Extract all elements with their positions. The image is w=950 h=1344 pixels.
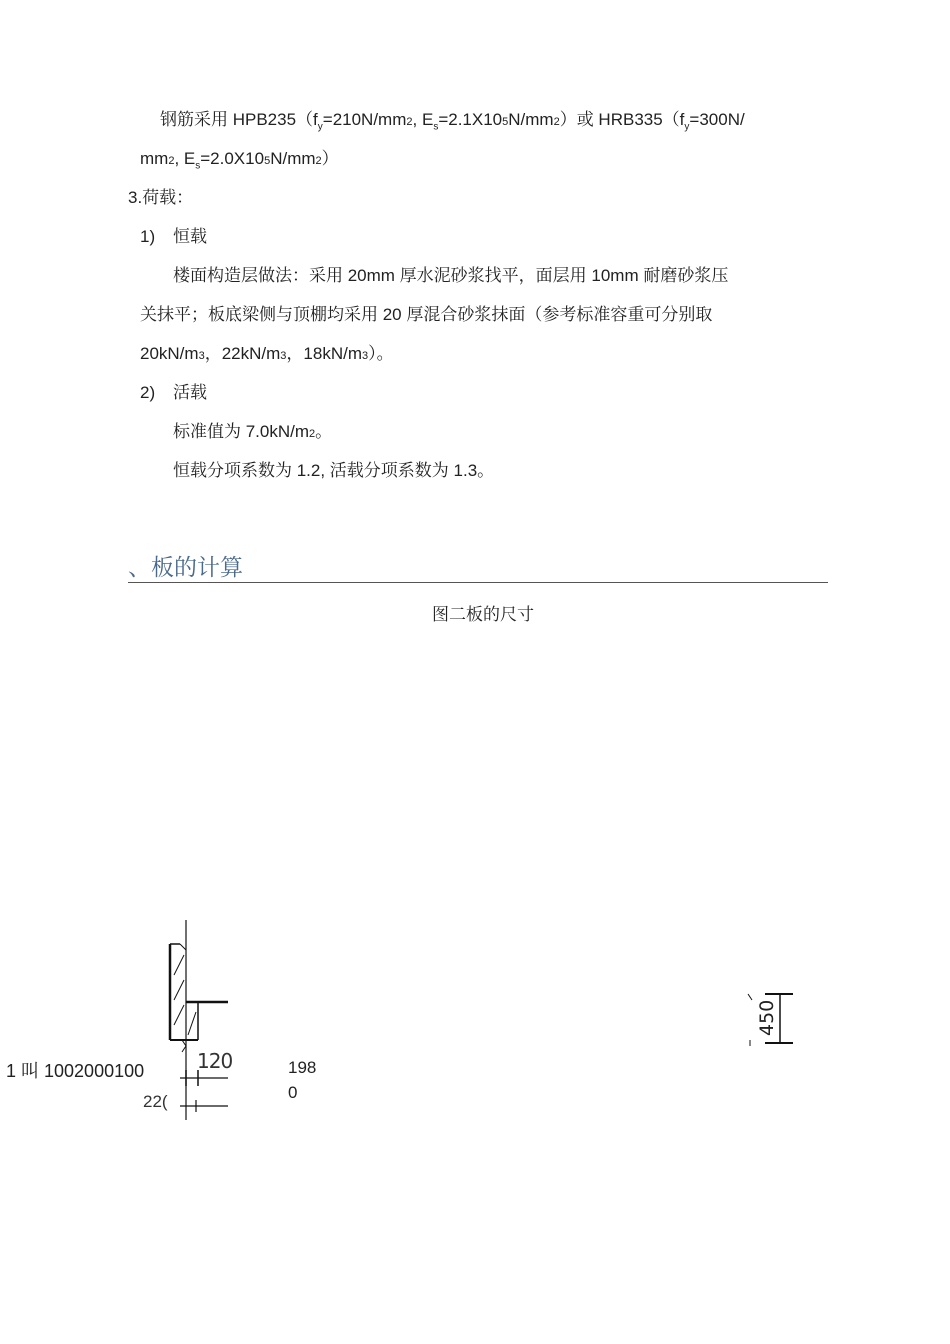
live-load-standard (173, 420, 332, 446)
steel-text: , E (174, 149, 196, 168)
dimension-label-1980 (288, 1056, 316, 1080)
drawing-label-left (6, 1059, 144, 1083)
steel-text: N/mm (270, 149, 316, 168)
paragraph-text: 标准值为 7.0kN/m (173, 422, 310, 441)
steel-text: mm (140, 149, 169, 168)
sub-y: y (317, 121, 323, 133)
steel-text: =2.0X10 (200, 149, 265, 168)
paragraph-text: ）。 (368, 344, 394, 363)
section-heading-text: 、板的计算 (128, 554, 243, 580)
list-number: 1) (140, 227, 156, 246)
dead-load-label-text: 恒载 (173, 227, 207, 246)
steel-text: =2.1X10 (438, 110, 503, 129)
paragraph-text: 关抹平；板底梁侧与顶棚均采用 20 厚混合砂浆抹面（参考标准容重可分别取 (140, 305, 713, 324)
figure-caption (432, 603, 534, 627)
section-heading (128, 552, 828, 583)
dead-load-label (173, 225, 207, 249)
dimension-450-text: 450 (756, 999, 778, 1036)
steel-text: ）或 HRB335（f (559, 110, 685, 129)
exp: 2 (309, 428, 316, 440)
dead-load-paragraph-2 (140, 303, 712, 327)
dimension-label-120 (197, 1049, 232, 1073)
loads-heading (128, 186, 193, 210)
exp: 5 (502, 116, 509, 128)
steel-spec-line-1 (160, 108, 745, 139)
sub-y: y (684, 121, 690, 133)
drawing-label-left-text: 1 叫 1002000100 (6, 1061, 145, 1081)
sub-s: s (433, 121, 439, 133)
paragraph-text: 20kN/m (140, 344, 199, 363)
dead-load-paragraph-1 (173, 264, 728, 288)
paragraph-text: 。 (315, 422, 333, 441)
steel-text: 钢筋采用 HPB235（f (160, 110, 318, 129)
steel-text: N/mm (508, 110, 554, 129)
exp: 2 (406, 116, 413, 128)
dimension-22-text: 22( (143, 1092, 168, 1111)
paragraph-text: ，18kN/m (286, 344, 362, 363)
loads-heading-text: 3.荷载： (128, 188, 194, 207)
steel-text: ） (321, 149, 339, 168)
exp: 2 (553, 116, 560, 128)
exp: 5 (264, 155, 271, 167)
dimension-120-text: 120 (197, 1049, 233, 1073)
dimension-1980-part: 198 (288, 1058, 317, 1077)
dimension-label-450 (756, 1000, 778, 1036)
live-load-label (173, 381, 207, 405)
paragraph-text: 恒载分项系数为 1.2, 活载分项系数为 1.3。 (173, 461, 495, 480)
steel-spec-line-2 (140, 147, 339, 178)
steel-text: , E (412, 110, 434, 129)
live-load-item (140, 381, 155, 405)
steel-text: =210N/mm (322, 110, 407, 129)
paragraph-text: ，22kN/m (204, 344, 281, 363)
load-factors (173, 459, 494, 483)
wall-section (170, 920, 228, 1120)
dead-load-item (140, 225, 155, 249)
paragraph-text: 楼面构造层做法：采用 20mm 厚水泥砂浆找平，面层用 10mm 耐磨砂浆压 (173, 266, 729, 285)
dimension-1980-part: 0 (288, 1083, 298, 1102)
exp: 2 (315, 155, 322, 167)
steel-text: =300N/ (689, 110, 745, 129)
exp: 2 (168, 155, 175, 167)
list-number: 2) (140, 383, 156, 402)
dead-load-paragraph-3 (140, 342, 394, 368)
exp: 3 (280, 350, 287, 362)
live-load-label-text: 活载 (173, 383, 207, 402)
exp: 3 (198, 350, 205, 362)
dimension-label-1980-tail (288, 1081, 297, 1105)
dimension-label-22 (143, 1090, 168, 1114)
exp: 3 (361, 350, 369, 362)
sub-s: s (195, 160, 201, 172)
figure-caption-text: 图二板的尺寸 (432, 605, 534, 624)
